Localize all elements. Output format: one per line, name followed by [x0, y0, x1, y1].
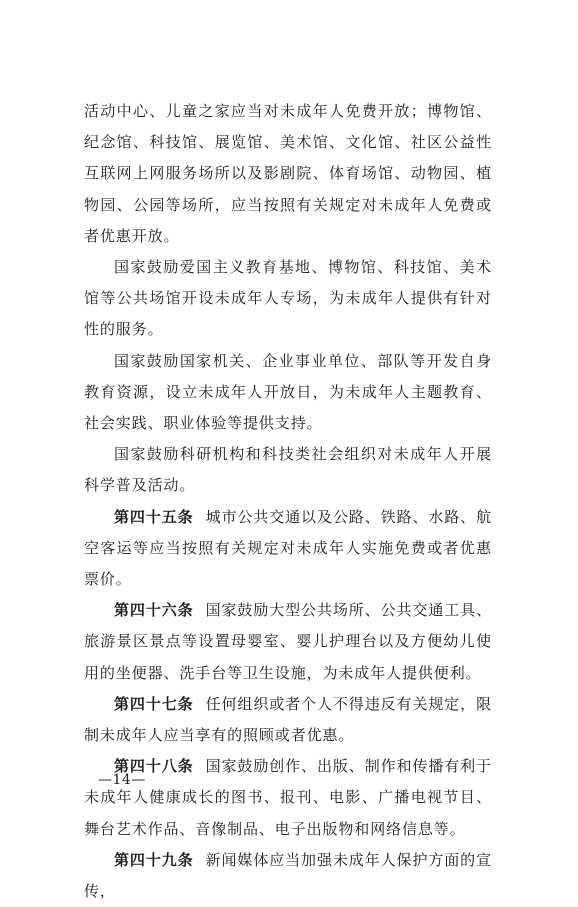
article-text: 新闻媒体应当加强未成年人保护方面的宣传，	[84, 850, 492, 901]
paragraph	[84, 252, 492, 346]
article-number: 第四十五条	[114, 507, 194, 526]
article-text: 国家鼓励创作、出版、制作和传播有利于未成年人健康成长的图书、报刊、电影、广播电视节目、舞台艺术作品、音像制品、电子出版物和网络信息等。	[84, 757, 492, 838]
article-text: 国家鼓励大型公共场所、公共交通工具、旅游景区景点等设置母婴室、婴儿护理台以及方便幼儿使用的坐便器、洗手台等卫生设施，为未成年人提供便利。	[84, 601, 492, 682]
article-text: 城市公共交通以及公路、铁路、水路、航空客运等应当按照有关规定对未成年人实施免费或者优惠票价。	[84, 507, 492, 589]
paragraph	[84, 346, 492, 440]
article-49	[84, 845, 492, 907]
paragraph-text: 活动中心、儿童之家应当对未成年人免费开放；博物馆、纪念馆、科技馆、展览馆、美术馆、文化馆、社区公益性互联网上网服务场所以及影剧院、体育场馆、动物园、植物园、公园等场所，应当按照有关规定对未成年人免费或者优惠开放。	[84, 102, 492, 245]
paragraph-continuation	[84, 96, 492, 252]
article-number: 第四十九条	[114, 850, 194, 869]
page-number: —14—	[98, 772, 146, 788]
paragraph	[84, 439, 492, 501]
article-text: 任何组织或者个人不得违反有关规定，限制未成年人应当享有的照顾或者优惠。	[84, 694, 492, 745]
paragraph-text: 国家鼓励国家机关、企业事业单位、部队等开发自身教育资源，设立未成年人开放日，为未成年人主题教育、社会实践、职业体验等提供支持。	[84, 351, 492, 433]
paragraph-text: 国家鼓励爱国主义教育基地、博物馆、科技馆、美术馆等公共场馆开设未成年人专场，为未成年人提供有针对性的服务。	[84, 258, 492, 339]
article-47	[84, 689, 492, 751]
article-48	[84, 751, 492, 845]
paragraph-text: 国家鼓励科研机构和科技类社会组织对未成年人开展科学普及活动。	[84, 445, 492, 495]
article-46	[84, 595, 492, 689]
article-number: 第四十八条	[114, 757, 194, 776]
article-45	[84, 502, 492, 596]
article-number: 第四十六条	[114, 601, 194, 620]
article-number: 第四十七条	[114, 694, 194, 713]
